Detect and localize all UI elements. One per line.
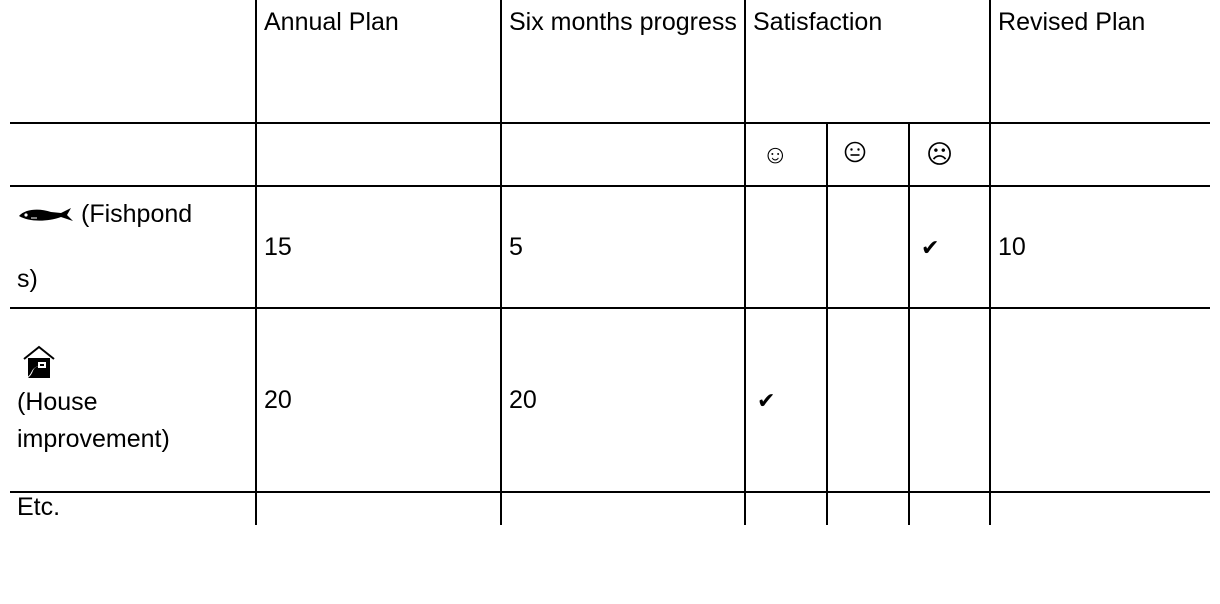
empty-cell <box>827 492 909 525</box>
neutral-face-icon <box>835 136 908 173</box>
neutral-face-svg <box>844 141 866 163</box>
table-row-fishponds <box>10 186 1210 308</box>
happy-cell <box>745 186 827 308</box>
row-label-cell <box>10 308 256 492</box>
check-icon: ✔ <box>921 234 940 260</box>
fishponds-label-part1: (Fishpond <box>81 200 193 228</box>
header-empty-cell <box>10 0 256 123</box>
fishponds-label-line1 <box>17 196 255 233</box>
empty-cell <box>256 123 501 186</box>
header-satisfaction: Satisfaction <box>745 0 990 123</box>
row-label-cell: Etc. <box>10 492 256 525</box>
empty-cell <box>745 492 827 525</box>
empty-cell <box>501 123 745 186</box>
neutral-face-cell <box>827 123 909 186</box>
sad-cell <box>909 308 990 492</box>
fishponds-label-part2: s) <box>17 265 38 293</box>
annual-plan-value: 15 <box>256 186 501 308</box>
revised-plan-value <box>990 308 1210 492</box>
house-label-part2: improvement) <box>17 425 170 453</box>
happy-cell <box>745 308 827 492</box>
neutral-cell <box>827 308 909 492</box>
annual-plan-value: 20 <box>256 308 501 492</box>
header-row <box>10 0 1210 123</box>
row-label-cell <box>10 186 256 308</box>
revised-plan-value: 10 <box>990 186 1210 308</box>
header-revised-plan: Revised Plan <box>990 0 1210 123</box>
header-six-months-progress: Six months progress <box>501 0 745 123</box>
empty-cell <box>990 123 1210 186</box>
plan-progress-table <box>10 0 1210 525</box>
empty-cell <box>10 123 256 186</box>
empty-cell <box>501 492 745 525</box>
sad-cell <box>909 186 990 308</box>
sad-face-cell <box>909 123 990 186</box>
house-icon <box>21 344 57 380</box>
empty-cell <box>909 492 990 525</box>
six-months-progress-value: 5 <box>501 186 745 308</box>
happy-face-cell <box>745 123 827 186</box>
table-row-house-improvement <box>10 308 1210 492</box>
empty-cell <box>990 492 1210 525</box>
header-annual-plan: Annual Plan <box>256 0 501 123</box>
six-months-progress-value: 20 <box>501 308 745 492</box>
fish-icon <box>17 206 75 224</box>
check-icon: ✔ <box>757 387 776 413</box>
house-label-part1: (House <box>17 388 98 416</box>
neutral-cell <box>827 186 909 308</box>
sad-face-icon: ☹ <box>926 139 954 169</box>
empty-cell <box>256 492 501 525</box>
happy-face-icon: ☺ <box>762 139 789 169</box>
satisfaction-faces-row <box>10 123 1210 186</box>
table-row-etc <box>10 492 1210 525</box>
